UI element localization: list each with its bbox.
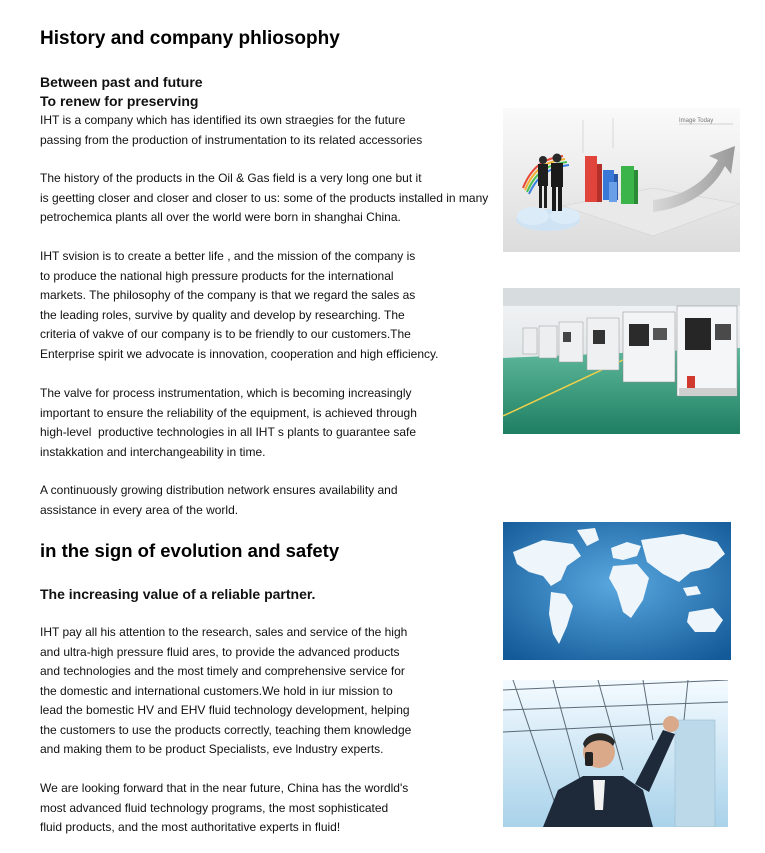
paragraph-6 [40, 623, 411, 760]
paragraph-5 [40, 481, 398, 520]
text-line: lead the bomestic HV and EHV fluid technology development, helping [40, 703, 410, 717]
text-line: The history of the products in the Oil & Gas field is a very long one but it [40, 171, 422, 185]
section-title-evolution: in the sign of evolution and safety [40, 540, 340, 561]
world-map-image [503, 522, 731, 660]
paragraph-1 [40, 111, 422, 150]
businessman-phone-image [503, 680, 728, 827]
text-line: IHT pay all his attention to the research, sales and service of the high [40, 625, 408, 639]
text-line: the domestic and international customers.We hold in iur mission to [40, 683, 393, 698]
text-line: petrochemica plants all over the world were born in shanghai China. [40, 210, 401, 224]
business-growth-chart-image [503, 108, 740, 252]
text-line: assistance in every area of the world. [40, 502, 239, 517]
section-subtitle-partner: The increasing value of a reliable partner. [40, 586, 316, 602]
text-line: and ultra-high pressure fluid ares, to provide the advanced products [40, 644, 400, 659]
text-line: most advanced fluid technology programs, the most sophisticated [40, 800, 389, 815]
text-line: to produce the national high pressure products for the international [40, 268, 394, 283]
text-line: important to ensure the reliability of the equipment, is achieved through [40, 405, 417, 420]
paragraph-2 [40, 169, 488, 228]
text-line: and making them to be product Specialists, eve lndustry experts. [40, 742, 384, 756]
subtitle-past-future: Between past and future [40, 74, 203, 90]
text-line: A continuously growing distribution network ensures availability and [40, 483, 398, 497]
text-line: We are looking forward that in the near future, China has the wordld's [40, 781, 409, 795]
paragraph-7 [40, 779, 408, 838]
page-title: History and company phliosophy [40, 28, 340, 49]
text-line: passing from the production of instrumentation to its related accessories [40, 132, 423, 147]
text-line: IHT is a company which has identified its own straegies for the future [40, 113, 406, 127]
text-line: high-level productive technologies in all IHT s plants to guarantee safe [40, 425, 417, 439]
text-line: fluid products, and the most authoritative experts in fluid! [40, 820, 341, 834]
subtitle-renew: To renew for preserving [40, 93, 199, 109]
text-line: instakkation and interchangeability in time. [40, 444, 266, 459]
text-line: markets. The philosophy of the company is that we regard the sales as [40, 288, 416, 302]
text-line: The valve for process instrumentation, which is becoming increasingly [40, 386, 412, 400]
text-line: Enterprise spirit we advocate is innovation, cooperation and high efficiency. [40, 346, 439, 361]
text-line: the customers to use the products correctly, teaching them knowledge [40, 722, 412, 737]
text-line: criteria of vakve of our company is to be friendly to our customers.The [40, 327, 411, 341]
text-line: the leading roles, survive by quality and develop by researching. The [40, 307, 405, 322]
text-line: is geetting closer and closer and closer to us: some of the products installed in many [40, 190, 489, 205]
factory-machines-image [503, 288, 740, 434]
paragraph-3 [40, 247, 438, 364]
paragraph-4 [40, 384, 417, 462]
text-line: and technologies and the most timely and comprehensive service for [40, 664, 405, 678]
text-line: IHT svision is to create a better life , and the mission of the company is [40, 249, 416, 263]
image-caption: Image Today [679, 118, 714, 124]
